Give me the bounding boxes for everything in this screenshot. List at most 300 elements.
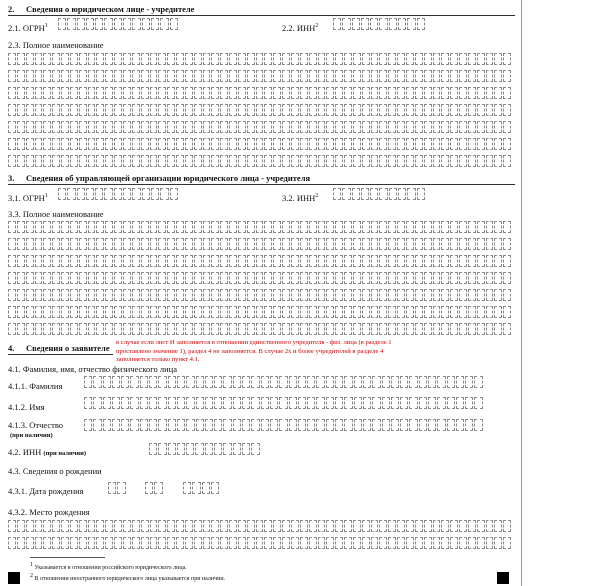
input-cell[interactable] [238,138,246,150]
input-cell[interactable] [247,520,255,532]
input-cell[interactable] [503,70,511,82]
input-cell[interactable] [103,419,111,431]
input-cell[interactable] [264,238,272,250]
input-cell[interactable] [353,138,361,150]
input-cell[interactable] [96,255,104,267]
input-cell[interactable] [406,306,414,318]
input-cell[interactable] [35,255,43,267]
input-cell[interactable] [105,221,113,233]
input-cell[interactable] [79,306,87,318]
input-cell[interactable] [326,520,334,532]
input-cell[interactable] [335,323,343,335]
input-cell[interactable] [318,70,326,82]
input-cell[interactable] [211,138,219,150]
input-cell[interactable] [344,289,352,301]
input-cell[interactable] [372,376,380,388]
input-cell[interactable] [70,537,78,549]
input-cell[interactable] [441,53,449,65]
input-cell[interactable] [88,87,96,99]
input-cell[interactable] [477,520,485,532]
input-cell[interactable] [388,121,396,133]
input-cell[interactable] [433,238,441,250]
input-cell[interactable] [43,537,51,549]
input-cell[interactable] [17,155,25,167]
input-cell[interactable] [43,255,51,267]
input-cell[interactable] [391,376,399,388]
input-cell[interactable] [176,289,184,301]
input-cell[interactable] [282,520,290,532]
input-cell[interactable] [150,272,158,284]
input-cell[interactable] [273,121,281,133]
input-cell[interactable] [61,138,69,150]
input-cell[interactable] [203,306,211,318]
input-cell[interactable] [185,155,193,167]
input-cell[interactable] [371,255,379,267]
input-cell[interactable] [382,376,390,388]
input-cell[interactable] [150,138,158,150]
input-cell[interactable] [300,255,308,267]
input-cell[interactable] [220,520,228,532]
input-cell[interactable] [309,104,317,116]
input-cell[interactable] [238,121,246,133]
input-cell[interactable] [309,87,317,99]
input-cell[interactable] [486,70,494,82]
input-cell[interactable] [176,520,184,532]
input-cell[interactable] [149,397,157,409]
input-cell[interactable] [70,70,78,82]
input-cell[interactable] [307,376,315,388]
input-cell[interactable] [433,121,441,133]
input-cell[interactable] [194,70,202,82]
input-cell[interactable] [352,18,360,30]
input-cell[interactable] [43,87,51,99]
input-cell[interactable] [17,70,25,82]
input-cell[interactable] [194,104,202,116]
input-cell[interactable] [282,87,290,99]
input-cell[interactable] [441,289,449,301]
input-cell[interactable] [261,397,269,409]
input-cell[interactable] [353,70,361,82]
input-cell[interactable] [441,87,449,99]
input-cell[interactable] [238,520,246,532]
input-cell[interactable] [318,520,326,532]
input-cell[interactable] [486,221,494,233]
input-cell[interactable] [105,87,113,99]
input-cell[interactable] [58,18,66,30]
input-cell[interactable] [291,537,299,549]
input-cell[interactable] [158,397,166,409]
input-cell[interactable] [8,87,16,99]
input-cell[interactable] [211,104,219,116]
input-cell[interactable] [362,155,370,167]
input-cell[interactable] [220,121,228,133]
input-cell[interactable] [468,289,476,301]
input-cell[interactable] [433,53,441,65]
input-cell[interactable] [150,87,158,99]
input-cell[interactable] [158,255,166,267]
input-cell[interactable] [486,238,494,250]
input-cell[interactable] [123,289,131,301]
input-cell[interactable] [203,87,211,99]
input-cell[interactable] [70,323,78,335]
input-cell[interactable] [270,376,278,388]
input-cell[interactable] [264,70,272,82]
input-cell[interactable] [176,53,184,65]
input-cell[interactable] [176,306,184,318]
input-cell[interactable] [406,87,414,99]
input-cell[interactable] [318,155,326,167]
input-cell[interactable] [397,87,405,99]
input-cell[interactable] [86,188,94,200]
input-cell[interactable] [447,397,455,409]
input-cell[interactable] [326,121,334,133]
input-cell[interactable] [141,87,149,99]
input-cell[interactable] [105,53,113,65]
input-cell[interactable] [300,323,308,335]
input-cell[interactable] [424,306,432,318]
input-cell[interactable] [229,238,237,250]
input-cell[interactable] [108,482,116,494]
input-cell[interactable] [459,87,467,99]
input-cell[interactable] [26,155,34,167]
input-cell[interactable] [371,289,379,301]
patronymic-cells[interactable] [84,419,484,431]
input-cell[interactable] [379,18,387,30]
input-cell[interactable] [362,121,370,133]
input-cell[interactable] [406,121,414,133]
input-cell[interactable] [397,306,405,318]
input-cell[interactable] [194,537,202,549]
input-cell[interactable] [52,70,60,82]
input-cell[interactable] [468,520,476,532]
input-cell[interactable] [103,397,111,409]
input-cell[interactable] [477,53,485,65]
input-cell[interactable] [167,155,175,167]
input-cell[interactable] [477,238,485,250]
input-cell[interactable] [114,188,122,200]
input-cell[interactable] [112,419,120,431]
input-cell[interactable] [150,70,158,82]
input-cell[interactable] [205,419,213,431]
input-cell[interactable] [415,155,423,167]
input-cell[interactable] [26,221,34,233]
input-cell[interactable] [52,537,60,549]
input-cell[interactable] [379,155,387,167]
input-cell[interactable] [8,121,16,133]
input-cell[interactable] [150,255,158,267]
input-cell[interactable] [151,18,159,30]
input-cell[interactable] [52,520,60,532]
input-cell[interactable] [273,87,281,99]
input-cell[interactable] [256,289,264,301]
input-cell[interactable] [415,520,423,532]
input-cell[interactable] [96,537,104,549]
input-cell[interactable] [477,255,485,267]
input-cell[interactable] [158,221,166,233]
input-cell[interactable] [88,537,96,549]
input-cell[interactable] [150,238,158,250]
input-cell[interactable] [79,53,87,65]
input-cell[interactable] [43,238,51,250]
input-cell[interactable] [52,121,60,133]
input-cell[interactable] [35,272,43,284]
input-cell[interactable] [96,306,104,318]
input-cell[interactable] [362,520,370,532]
input-cell[interactable] [300,155,308,167]
input-cell[interactable] [362,272,370,284]
input-cell[interactable] [35,121,43,133]
input-cell[interactable] [158,376,166,388]
input-cell[interactable] [95,18,103,30]
input-cell[interactable] [247,138,255,150]
input-cell[interactable] [459,255,467,267]
input-cell[interactable] [326,289,334,301]
input-cell[interactable] [196,397,204,409]
input-cell[interactable] [494,289,502,301]
input-cell[interactable] [114,138,122,150]
input-cell[interactable] [335,272,343,284]
input-cell[interactable] [335,238,343,250]
input-cell[interactable] [8,306,16,318]
input-cell[interactable] [486,306,494,318]
input-cell[interactable] [428,397,436,409]
full-name-row-3-4[interactable] [8,272,512,284]
input-cell[interactable] [132,323,140,335]
input-cell[interactable] [486,138,494,150]
input-cell[interactable] [123,238,131,250]
input-cell[interactable] [344,155,352,167]
input-cell[interactable] [79,104,87,116]
input-cell[interactable] [194,138,202,150]
input-cell[interactable] [486,289,494,301]
input-cell[interactable] [141,70,149,82]
input-cell[interactable] [8,104,16,116]
input-cell[interactable] [211,70,219,82]
input-cell[interactable] [52,238,60,250]
input-cell[interactable] [52,272,60,284]
input-cell[interactable] [123,87,131,99]
input-cell[interactable] [353,121,361,133]
input-cell[interactable] [114,104,122,116]
input-cell[interactable] [176,104,184,116]
input-cell[interactable] [370,188,378,200]
input-cell[interactable] [158,520,166,532]
input-cell[interactable] [309,238,317,250]
input-cell[interactable] [35,323,43,335]
input-cell[interactable] [177,397,185,409]
input-cell[interactable] [150,520,158,532]
input-cell[interactable] [503,272,511,284]
input-cell[interactable] [43,104,51,116]
input-cell[interactable] [123,104,131,116]
input-cell[interactable] [211,87,219,99]
input-cell[interactable] [121,376,129,388]
input-cell[interactable] [415,138,423,150]
input-cell[interactable] [494,221,502,233]
input-cell[interactable] [26,272,34,284]
full-name-row-2-5[interactable] [8,121,512,133]
input-cell[interactable] [486,104,494,116]
input-cell[interactable] [203,221,211,233]
input-cell[interactable] [362,537,370,549]
input-cell[interactable] [379,70,387,82]
input-cell[interactable] [114,289,122,301]
input-cell[interactable] [344,221,352,233]
input-cell[interactable] [86,18,94,30]
input-cell[interactable] [256,306,264,318]
input-cell[interactable] [211,306,219,318]
input-cell[interactable] [309,53,317,65]
input-cell[interactable] [309,272,317,284]
input-cell[interactable] [318,289,326,301]
input-cell[interactable] [114,87,122,99]
input-cell[interactable] [26,323,34,335]
input-cell[interactable] [79,87,87,99]
input-cell[interactable] [43,306,51,318]
input-cell[interactable] [494,104,502,116]
input-cell[interactable] [158,53,166,65]
input-cell[interactable] [185,323,193,335]
input-cell[interactable] [459,306,467,318]
input-cell[interactable] [96,104,104,116]
input-cell[interactable] [150,323,158,335]
input-cell[interactable] [406,255,414,267]
input-cell[interactable] [123,520,131,532]
input-cell[interactable] [185,289,193,301]
input-cell[interactable] [140,419,148,431]
input-cell[interactable] [132,53,140,65]
input-cell[interactable] [186,376,194,388]
input-cell[interactable] [114,155,122,167]
input-cell[interactable] [123,138,131,150]
input-cell[interactable] [26,255,34,267]
input-cell[interactable] [220,53,228,65]
input-cell[interactable] [26,289,34,301]
input-cell[interactable] [154,482,162,494]
input-cell[interactable] [441,238,449,250]
input-cell[interactable] [194,289,202,301]
input-cell[interactable] [140,397,148,409]
input-cell[interactable] [433,104,441,116]
input-cell[interactable] [406,70,414,82]
input-cell[interactable] [61,238,69,250]
input-cell[interactable] [441,70,449,82]
input-cell[interactable] [17,138,25,150]
input-cell[interactable] [229,221,237,233]
input-cell[interactable] [132,70,140,82]
input-cell[interactable] [141,238,149,250]
input-cell[interactable] [309,306,317,318]
input-cell[interactable] [238,306,246,318]
input-cell[interactable] [300,289,308,301]
input-cell[interactable] [114,238,122,250]
input-cell[interactable] [433,272,441,284]
input-cell[interactable] [494,323,502,335]
input-cell[interactable] [211,53,219,65]
input-cell[interactable] [450,53,458,65]
input-cell[interactable] [372,397,380,409]
input-cell[interactable] [185,87,193,99]
input-cell[interactable] [150,289,158,301]
input-cell[interactable] [282,306,290,318]
input-cell[interactable] [459,323,467,335]
input-cell[interactable] [326,306,334,318]
full-name-row-2-4[interactable] [8,104,512,116]
input-cell[interactable] [61,221,69,233]
input-cell[interactable] [459,520,467,532]
input-cell[interactable] [211,482,219,494]
input-cell[interactable] [103,376,111,388]
input-cell[interactable] [406,520,414,532]
input-cell[interactable] [114,323,122,335]
input-cell[interactable] [309,70,317,82]
input-cell[interactable] [88,155,96,167]
input-cell[interactable] [123,70,131,82]
input-cell[interactable] [123,221,131,233]
input-cell[interactable] [335,537,343,549]
input-cell[interactable] [220,306,228,318]
input-cell[interactable] [424,255,432,267]
input-cell[interactable] [433,70,441,82]
input-cell[interactable] [335,104,343,116]
input-cell[interactable] [459,104,467,116]
input-cell[interactable] [150,104,158,116]
input-cell[interactable] [79,121,87,133]
input-cell[interactable] [465,376,473,388]
input-cell[interactable] [67,18,75,30]
input-cell[interactable] [407,18,415,30]
input-cell[interactable] [415,272,423,284]
input-cell[interactable] [273,323,281,335]
input-cell[interactable] [279,397,287,409]
input-cell[interactable] [256,70,264,82]
input-cell[interactable] [318,221,326,233]
input-cell[interactable] [70,53,78,65]
input-cell[interactable] [158,289,166,301]
input-cell[interactable] [379,188,387,200]
input-cell[interactable] [52,155,60,167]
input-cell[interactable] [326,238,334,250]
input-cell[interactable] [400,419,408,431]
input-cell[interactable] [441,255,449,267]
input-cell[interactable] [291,221,299,233]
input-cell[interactable] [167,138,175,150]
input-cell[interactable] [424,138,432,150]
input-cell[interactable] [344,520,352,532]
input-cell[interactable] [447,376,455,388]
input-cell[interactable] [242,419,250,431]
input-cell[interactable] [132,306,140,318]
input-cell[interactable] [419,397,427,409]
input-cell[interactable] [371,155,379,167]
input-cell[interactable] [123,121,131,133]
input-cell[interactable] [220,221,228,233]
input-cell[interactable] [176,272,184,284]
input-cell[interactable] [247,289,255,301]
input-cell[interactable] [214,443,222,455]
input-cell[interactable] [379,121,387,133]
input-cell[interactable] [289,419,297,431]
input-cell[interactable] [8,272,16,284]
input-cell[interactable] [185,70,193,82]
input-cell[interactable] [342,18,350,30]
input-cell[interactable] [158,272,166,284]
input-cell[interactable] [61,323,69,335]
input-cell[interactable] [409,419,417,431]
input-cell[interactable] [388,255,396,267]
input-cell[interactable] [256,255,264,267]
input-cell[interactable] [247,238,255,250]
